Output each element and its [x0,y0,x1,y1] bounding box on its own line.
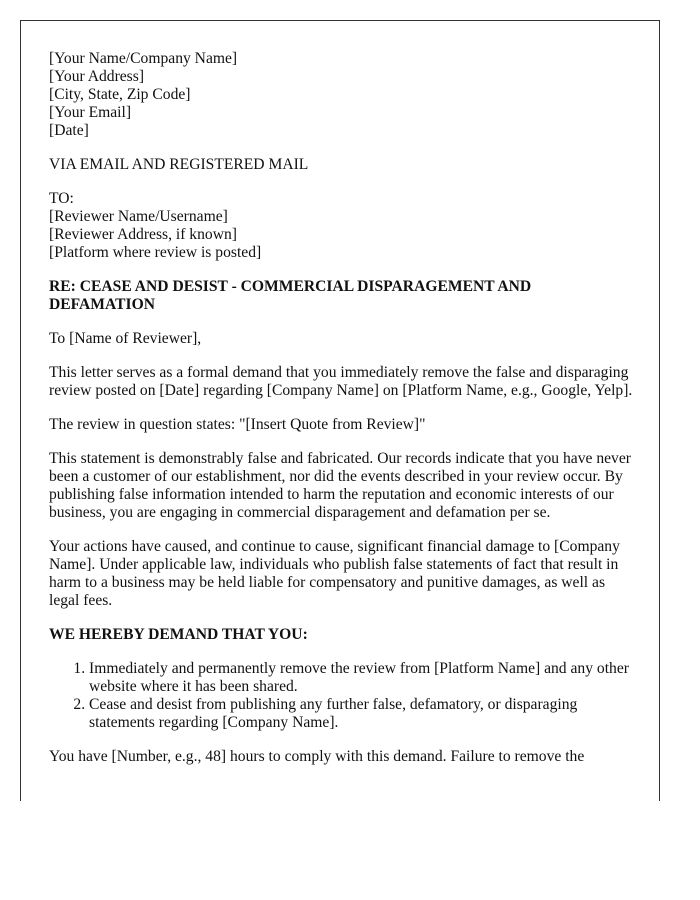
paragraph-damages: Your actions have caused, and continue to cause, significant financial damage to [Company Name]. Under applicable law, individuals who publish false statements of fact that result in harm to a business may be held liable for compensatory and punitive damages, as well as legal fees. [49,538,620,609]
recipient-label: TO: [49,190,74,207]
letter-page [20,20,660,801]
sender-name: [Your Name/Company Name] [49,50,238,67]
recipient-platform: [Platform where review is posted] [49,244,262,261]
sender-address: [Your Address] [49,68,145,85]
recipient-address: [Reviewer Address, if known] [49,226,237,243]
delivery-method: VIA EMAIL AND REGISTERED MAIL [49,156,309,173]
demand-item: 2. Cease and desist from publishing any further false, defamatory, or disparaging statements regarding [Company Name]. [89,696,639,732]
paragraph-deadline: You have [Number, e.g., 48] hours to comply with this demand. Failure to remove the [49,748,585,765]
salutation: To [Name of Reviewer], [49,330,202,347]
recipient-name: [Reviewer Name/Username] [49,208,228,225]
paragraph-review-quote: The review in question states: "[Insert Quote from Review]" [49,416,426,433]
demand-item: 1. Immediately and permanently remove the review from [Platform Name] and any other website where it has been shared. [89,660,639,696]
recipient-block [49,190,639,262]
sender-block [49,50,639,140]
subject-heading: RE: CEASE AND DESIST - COMMERCIAL DISPARAGEMENT AND DEFAMATION [49,278,532,313]
sender-city-state-zip: [City, State, Zip Code] [49,86,191,103]
demand-heading: WE HEREBY DEMAND THAT YOU: [49,626,308,643]
paragraph-demand-intro: This letter serves as a formal demand that you immediately remove the false and disparaging review posted on [Date] regarding [Company Name] on [Platform Name, e.g., Google, Yelp]. [49,364,633,399]
letter-date: [Date] [49,122,89,139]
paragraph-false-statement: This statement is demonstrably false and fabricated. Our records indicate that you have never been a customer of our establishment, nor did the events described in your review occur. By publishing false information intended to harm the reputation and economic interests of our business, you are engaging in commercial disparagement and defamation per se. [49,450,631,521]
letter-content [49,50,639,782]
demand-list [49,660,639,732]
sender-email: [Your Email] [49,104,132,121]
